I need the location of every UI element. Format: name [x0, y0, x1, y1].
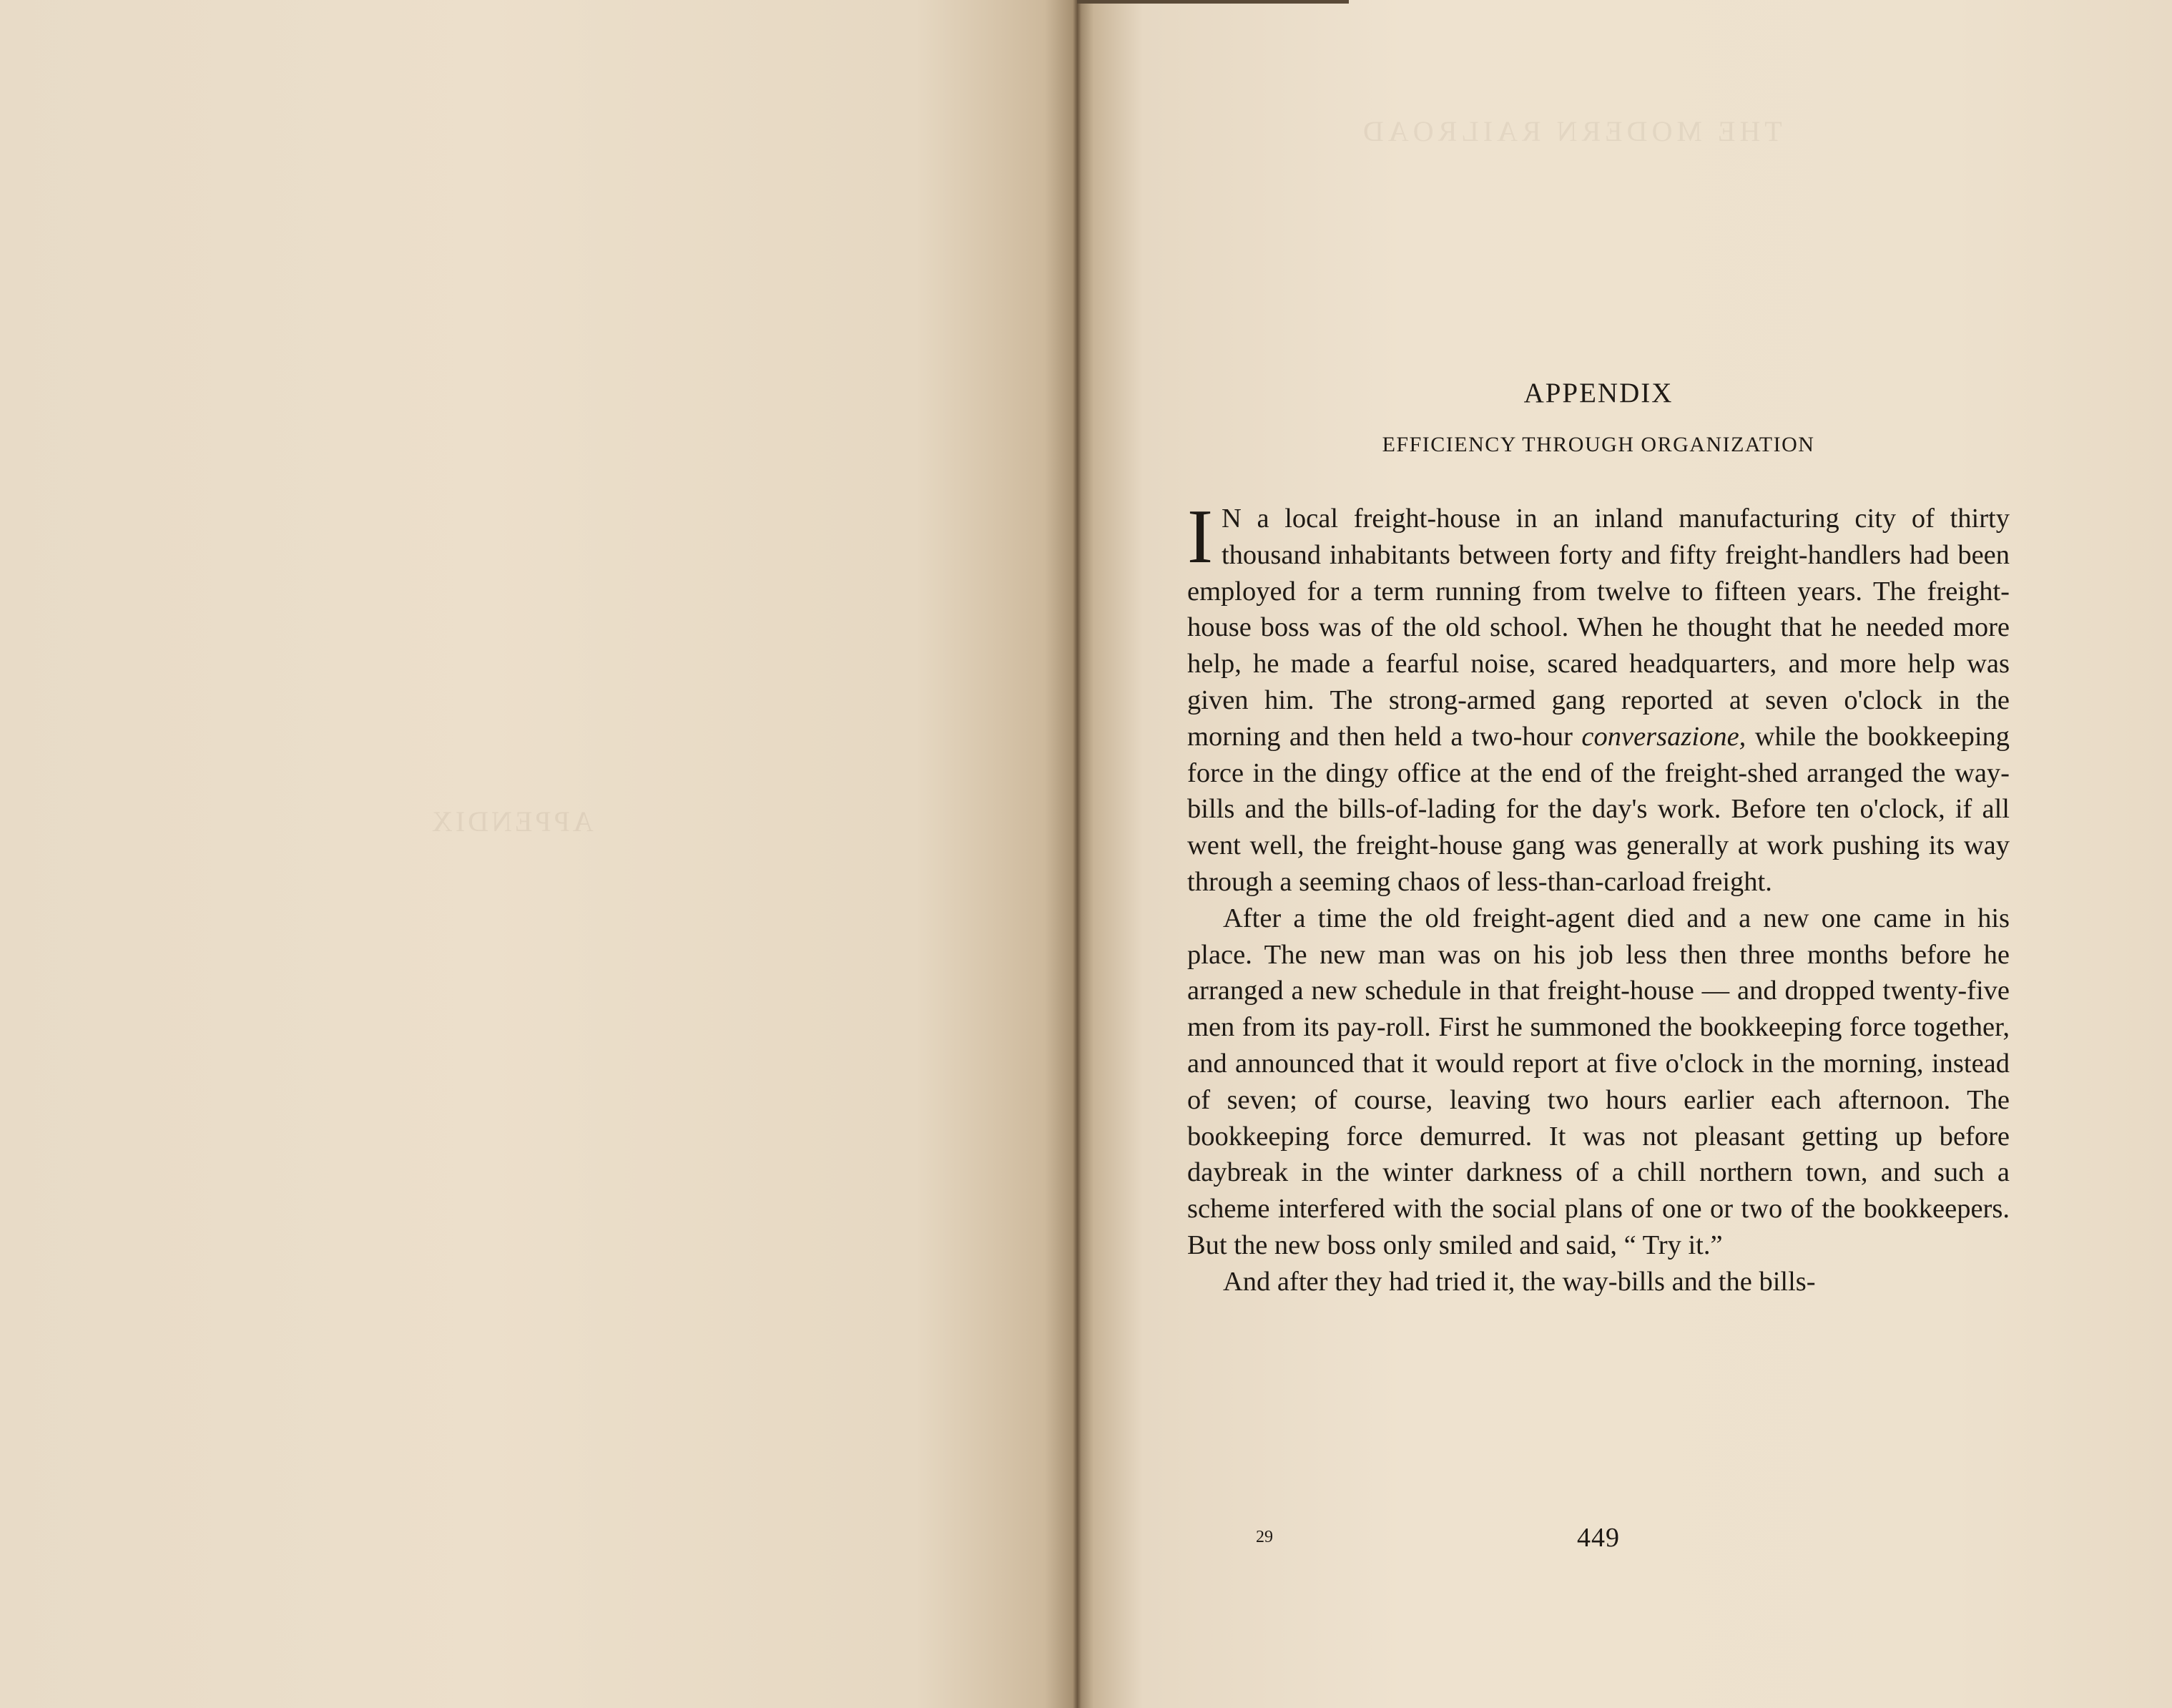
left-page — [0, 0, 1077, 1708]
paragraph-2: After a time the old freight-agent died and a new one came in his place. The new man was on his job less then three months before he arranged a new schedule in that freight-house — and dropped twenty-five men from its pay-roll. First he summoned the bookkeeping force together, and announced that it would report at five o'clock in the morning, instead of seven; of course, leaving two hours earlier each afternoon. The bookkeeping force demurred. It was not pleasant getting up before daybreak in the winter darkness of a chill northern town, and such a scheme interfered with the social plans of one or two of the bookkeepers. But the new boss only smiled and said, “ Try it.” — [1187, 903, 2010, 1260]
paragraph-3: And after they had tried it, the way-bills and the bills- — [1223, 1266, 1816, 1297]
page-text-block — [1187, 358, 2010, 1300]
chapter-subtitle: EFFICIENCY THROUGH ORGANIZATION — [1382, 433, 1815, 456]
paragraph-1 — [1187, 494, 2010, 900]
signature-mark: 29 — [1256, 1528, 1273, 1546]
page-number: 449 — [1577, 1523, 1620, 1553]
drop-cap: I — [1187, 494, 1213, 579]
page-footer — [1187, 1522, 2010, 1565]
show-through-text-left: APPENDIX — [429, 805, 594, 838]
paragraph-1-text: N a local freight-house in an inland manufacturing city of thirty thousand inhabitants between forty and fifty freight-handlers had been employed for a term running from twelve to fifteen years. The freight-house boss was of the old school. When he thought that he needed more help, he made a fearful noise, scared headquarters, and more help was given him. The strong-armed gang reported at seven o'clock in the morning and then held a two-hour — [1187, 504, 2010, 752]
show-through-text-right: THE MODERN RAILROAD — [1359, 115, 1782, 147]
book-gutter — [1073, 0, 1081, 1708]
paragraph-1-italic: conversazione, — [1581, 721, 1746, 752]
page-top-edge — [1077, 0, 1349, 4]
paragraph-1-rest: while the bookkeeping force in the dingy office at the end of the freight-shed arranged the way-bills and the bills-of-lading for the day's work. Before ten o'clock, if all went well, the freight-house gang was generally at work pushing its way through a seeming chaos of less-than-carload freight. — [1187, 721, 2010, 897]
page-title: APPENDIX — [1523, 378, 1674, 408]
